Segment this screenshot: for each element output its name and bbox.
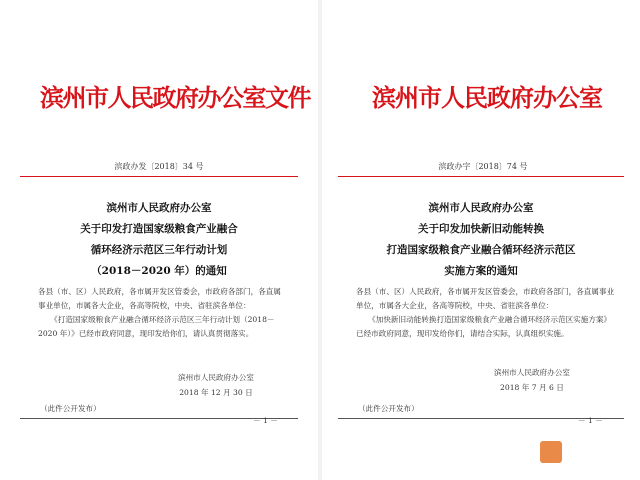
heading-line: 关于印发打造国家级粮食产业融合 bbox=[80, 223, 238, 235]
recipients-paragraph: 各县（市、区）人民政府，各市属开发区管委会，市政府各部门，各直属事业单位，市属各大企业，各高等院校，中央、省驻滨各单位： bbox=[38, 287, 281, 310]
content-paragraph: 《打造国家级粮食产业融合循环经济示范区三年行动计划（2018－2020 年）》已经市政府同意，现印发给你们，请认真贯彻落实。 bbox=[38, 315, 275, 338]
document-red-title: 滨州市人民政府办公室 bbox=[372, 83, 602, 112]
document-page-right bbox=[322, 0, 640, 480]
heading-line: 关于印发加快新旧动能转换 bbox=[418, 223, 544, 235]
document-number: 滨政办字〔2018〕74 号 bbox=[438, 162, 528, 171]
signature-block bbox=[178, 370, 254, 400]
document-body bbox=[356, 285, 616, 341]
watermark-logo-icon bbox=[540, 441, 562, 463]
page-number: － 1 － bbox=[578, 416, 603, 425]
red-divider bbox=[338, 176, 624, 177]
heading-line: 循环经济示范区三年行动计划 bbox=[90, 244, 228, 256]
heading-line: 实施方案的通知 bbox=[444, 265, 518, 277]
publication-note: （此件公开发布） bbox=[40, 404, 101, 413]
document-number: 滨政办发〔2018〕34 号 bbox=[114, 162, 204, 171]
heading-line: 滨州市人民政府办公室 bbox=[428, 202, 534, 214]
signature-date: 2018 年 7 月 6 日 bbox=[500, 383, 564, 392]
page-number: － 1 － bbox=[253, 416, 278, 425]
document-body bbox=[38, 285, 288, 341]
document-page-left bbox=[0, 0, 318, 480]
recipients-paragraph: 各县（市、区）人民政府，各市属开发区管委会，市政府各部门，各直属事业单位，市属各大企业，各高等院校，中央、省驻滨各单位： bbox=[356, 287, 615, 310]
document-heading bbox=[0, 198, 318, 282]
document-red-title: 滨州市人民政府办公室文件 bbox=[40, 83, 310, 112]
signature-date: 2018 年 12 月 30 日 bbox=[179, 388, 253, 397]
heading-line: （2018－2020 年）的通知 bbox=[91, 265, 227, 277]
signature-block bbox=[494, 365, 570, 395]
content-paragraph: 《加快新旧动能转换打造国家级粮食产业融合循环经济示范区实施方案》已经市政府同意，现印发给你们，请结合实际，认真组织实施。 bbox=[356, 315, 612, 338]
publication-note: （此件公开发布） bbox=[358, 404, 419, 413]
red-divider bbox=[20, 176, 298, 177]
heading-line: 滨州市人民政府办公室 bbox=[106, 202, 212, 214]
heading-line: 打造国家级粮食产业融合循环经济示范区 bbox=[386, 244, 576, 256]
signature-org: 滨州市人民政府办公室 bbox=[178, 373, 254, 382]
signature-org: 滨州市人民政府办公室 bbox=[494, 368, 570, 377]
document-heading bbox=[322, 198, 640, 282]
